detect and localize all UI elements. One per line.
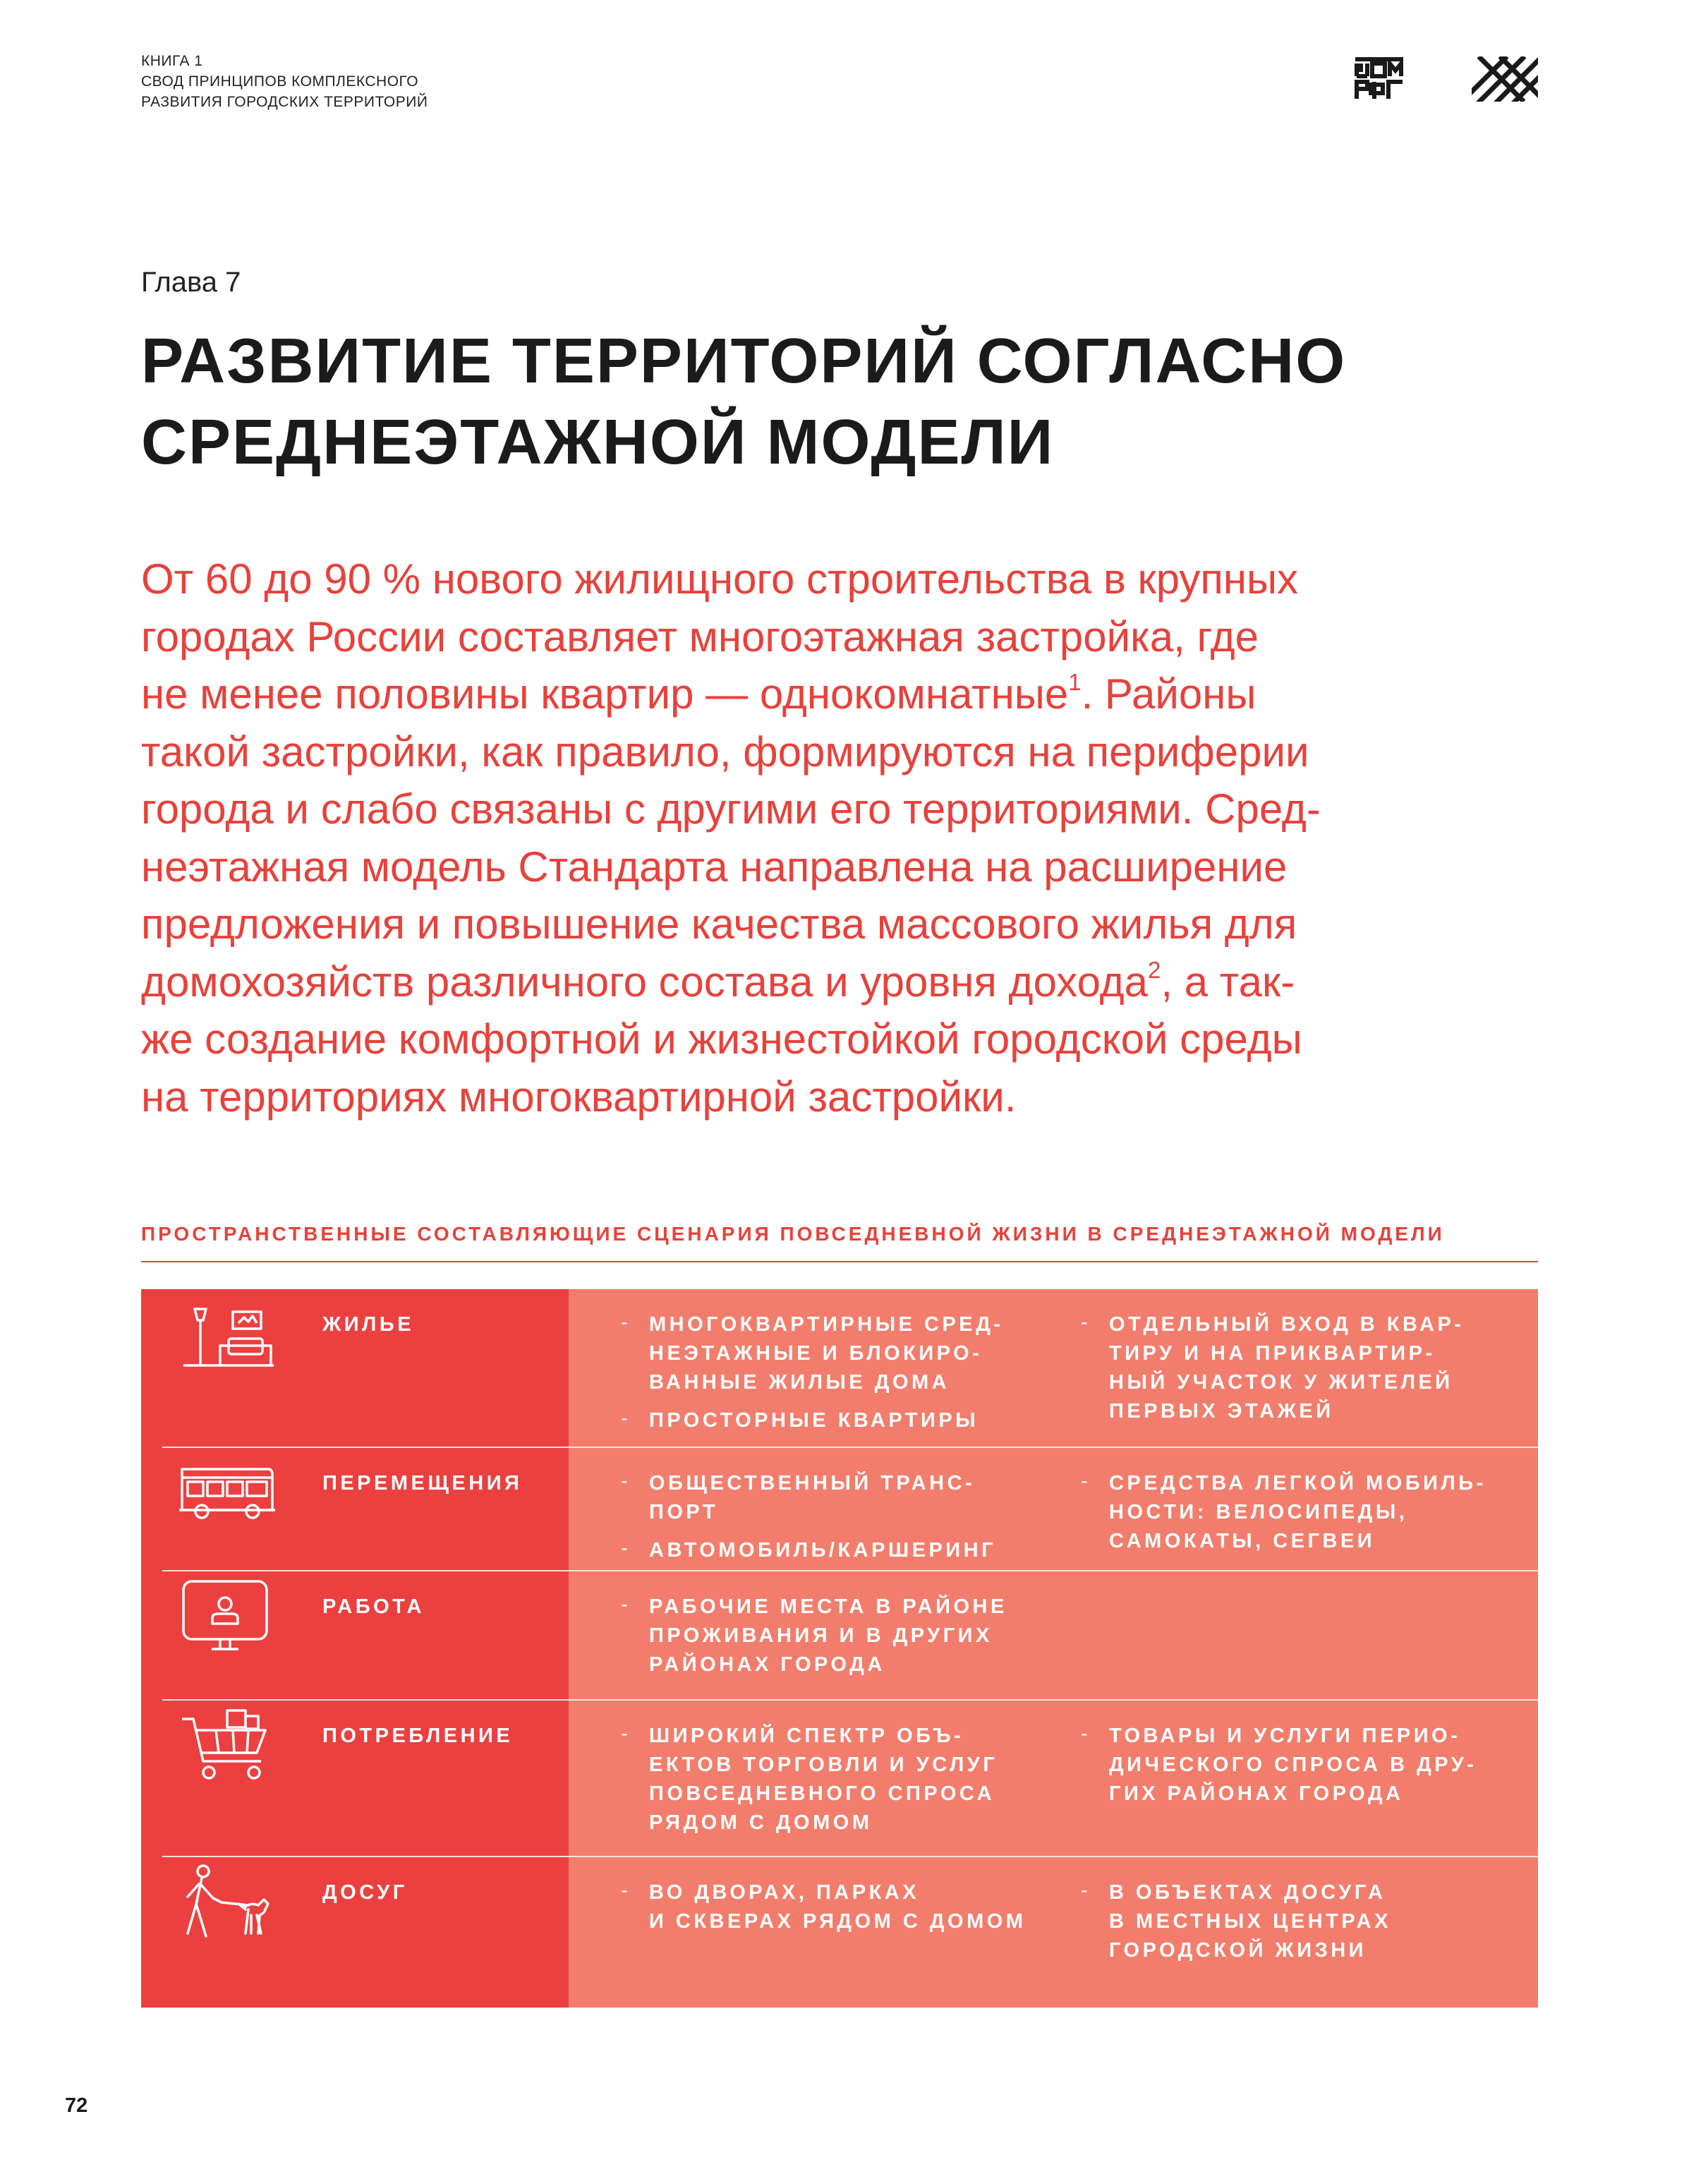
scenario-table <box>141 1289 1538 2008</box>
lead-text: не менее половины квартир — однокомнатные <box>141 670 1069 718</box>
bullet-line: - ШИРОКИЙ СПЕКТР ОБЪ- <box>649 1725 964 1747</box>
bullet-line: ТИРУ И НА ПРИКВАРТИР- <box>1109 1342 1436 1365</box>
secondary-features-cell <box>1081 1310 1464 1435</box>
lead-line <box>141 953 1552 1011</box>
bullet-line: РЯДОМ С ДОМОМ <box>649 1811 873 1834</box>
bullet-line: В МЕСТНЫХ ЦЕНТРАХ <box>1109 1910 1391 1933</box>
bullet-line: НЫЙ УЧАСТОК У ЖИТЕЛЕЙ <box>1109 1371 1453 1394</box>
table-title: ПРОСТРАНСТВЕННЫЕ СОСТАВЛЯЮЩИЕ СЦЕНАРИЯ ПОВСЕДНЕВНОЙ ЖИЗНИ В СРЕДНЕЭТАЖНОЙ МОДЕЛИ <box>141 1223 1445 1245</box>
lead-line: От 60 до 90 % нового жилищного строительства в крупных <box>141 555 1299 603</box>
lead-line: города и слабо связаны с другими его территориями. Сред- <box>141 785 1321 833</box>
bullet-item <box>621 1406 1003 1435</box>
lead-paragraph <box>141 550 1552 1125</box>
bullet-line: - РАБОЧИЕ МЕСТА В РАЙОНЕ <box>649 1595 1007 1618</box>
bullet-line: - ВО ДВОРАХ, ПАРКАХ <box>649 1881 920 1904</box>
chapter-title-line: СРЕДНЕЭТАЖНОЙ МОДЕЛИ <box>141 407 1055 478</box>
row-label: ЖИЛЬЕ <box>322 1313 415 1336</box>
lead-text: . Районы <box>1081 670 1256 718</box>
lead-line <box>141 665 1552 723</box>
lead-line: же создание комфортной и жизнестойкой городской среды <box>141 1015 1302 1063</box>
bullet-item <box>1081 1310 1464 1426</box>
lamp-sofa-icon <box>178 1295 277 1372</box>
primary-features-cell <box>621 1878 1026 1945</box>
bullet-item <box>1081 1722 1477 1809</box>
bullet-item <box>1081 1878 1391 1965</box>
bullet-item <box>621 1878 1026 1936</box>
standard-pattern-logo <box>1472 56 1538 102</box>
footnote-ref[interactable]: 2 <box>1148 956 1161 983</box>
bullet-line: ПЕРВЫХ ЭТАЖЕЙ <box>1109 1400 1334 1423</box>
primary-features-cell <box>621 1722 998 1847</box>
lead-line: городах России составляет многоэтажная застройка, где <box>141 612 1259 660</box>
bus-icon <box>178 1454 277 1531</box>
page-number: 72 <box>65 2094 88 2117</box>
row-label: ПОТРЕБЛЕНИЕ <box>322 1725 514 1747</box>
row-label: ДОСУГ <box>322 1881 408 1904</box>
bullet-item <box>621 1469 996 1527</box>
shopping-cart-icon <box>178 1706 277 1784</box>
book-header <box>141 51 428 112</box>
bullet-line: НОСТИ: ВЕЛОСИПЕДЫ, <box>1109 1501 1408 1523</box>
book-line-1: КНИГА 1 <box>141 53 203 69</box>
book-line-2: СВОД ПРИНЦИПОВ КОМПЛЕКСНОГО <box>141 73 419 90</box>
row-divider <box>162 1447 1538 1448</box>
bullet-line: ВАННЫЕ ЖИЛЫЕ ДОМА <box>649 1371 950 1394</box>
bullet-line: САМОКАТЫ, СЕГВЕИ <box>1109 1530 1376 1552</box>
primary-features-cell <box>621 1469 996 1574</box>
table-title-rule <box>141 1261 1538 1262</box>
bullet-line: - ОБЩЕСТВЕННЫЙ ТРАНС- <box>649 1472 976 1495</box>
bullet-line: - МНОГОКВАРТИРНЫЕ СРЕД- <box>649 1313 1004 1336</box>
lead-text: , а так- <box>1161 958 1295 1006</box>
primary-features-cell <box>621 1593 1007 1689</box>
book-line-3: РАЗВИТИЯ ГОРОДСКИХ ТЕРРИТОРИЙ <box>141 94 428 110</box>
lead-line: на территориях многоквартирной застройки. <box>141 1073 1017 1121</box>
footnote-ref[interactable]: 1 <box>1068 669 1082 695</box>
bullet-line: ЕКТОВ ТОРГОВЛИ И УСЛУГ <box>649 1753 998 1776</box>
row-label: РАБОТА <box>322 1595 425 1618</box>
bullet-line: - ТОВАРЫ И УСЛУГИ ПЕРИО- <box>1109 1725 1461 1747</box>
bullet-line: - В ОБЪЕКТАХ ДОСУГА <box>1109 1881 1386 1904</box>
primary-features-cell <box>621 1310 1003 1444</box>
bullet-line: ГИХ РАЙОНАХ ГОРОДА <box>1109 1782 1404 1805</box>
bullet-line: - АВТОМОБИЛЬ/КАРШЕРИНГ <box>649 1539 997 1562</box>
bullet-item <box>621 1536 996 1565</box>
monitor-user-icon <box>178 1577 277 1655</box>
bullet-item <box>621 1310 1003 1397</box>
bullet-line: ДИЧЕСКОГО СПРОСА В ДРУ- <box>1109 1753 1477 1776</box>
bullet-item <box>621 1593 1007 1679</box>
secondary-features-cell <box>1081 1722 1477 1818</box>
lead-text: домохозяйств различного состава и уровня дохода <box>141 958 1149 1006</box>
person-walking-dog-icon <box>178 1863 277 1940</box>
lead-line: такой застройки, как правило, формируются на периферии <box>141 728 1309 775</box>
chapter-title <box>141 321 1517 483</box>
lead-line: предложения и повышение качества массового жилья для <box>141 900 1297 948</box>
bullet-line: - ПРОСТОРНЫЕ КВАРТИРЫ <box>649 1409 979 1432</box>
row-label: ПЕРЕМЕЩЕНИЯ <box>322 1472 523 1495</box>
bullet-line: - СРЕДСТВА ЛЕГКОЙ МОБИЛЬ- <box>1109 1472 1486 1495</box>
chapter-title-line: РАЗВИТИЕ ТЕРРИТОРИЙ СОГЛАСНО <box>141 326 1347 397</box>
bullet-line: ГОРОДСКОЙ ЖИЗНИ <box>1109 1939 1367 1962</box>
secondary-features-cell <box>1081 1469 1486 1565</box>
bullet-line: ПОВСЕДНЕВНОГО СПРОСА <box>649 1782 995 1805</box>
bullet-item <box>621 1722 998 1837</box>
bullet-item <box>1081 1469 1486 1556</box>
secondary-features-cell <box>1081 1878 1391 1974</box>
bullet-line: РАЙОНАХ ГОРОДА <box>649 1653 885 1676</box>
lead-line: неэтажная модель Стандарта направлена на расширение <box>141 843 1288 891</box>
bullet-line: ПРОЖИВАНИЯ И В ДРУГИХ <box>649 1624 993 1647</box>
row-divider <box>162 1856 1538 1857</box>
dom-rf-logo <box>1353 56 1405 102</box>
bullet-line: НЕЭТАЖНЫЕ И БЛОКИРО- <box>649 1342 983 1365</box>
row-divider <box>162 1699 1538 1701</box>
bullet-line: - ОТДЕЛЬНЫЙ ВХОД В КВАР- <box>1109 1313 1465 1336</box>
bullet-line: И СКВЕРАХ РЯДОМ С ДОМОМ <box>649 1910 1026 1933</box>
chapter-label: Глава 7 <box>141 267 241 298</box>
bullet-line: ПОРТ <box>649 1501 719 1523</box>
